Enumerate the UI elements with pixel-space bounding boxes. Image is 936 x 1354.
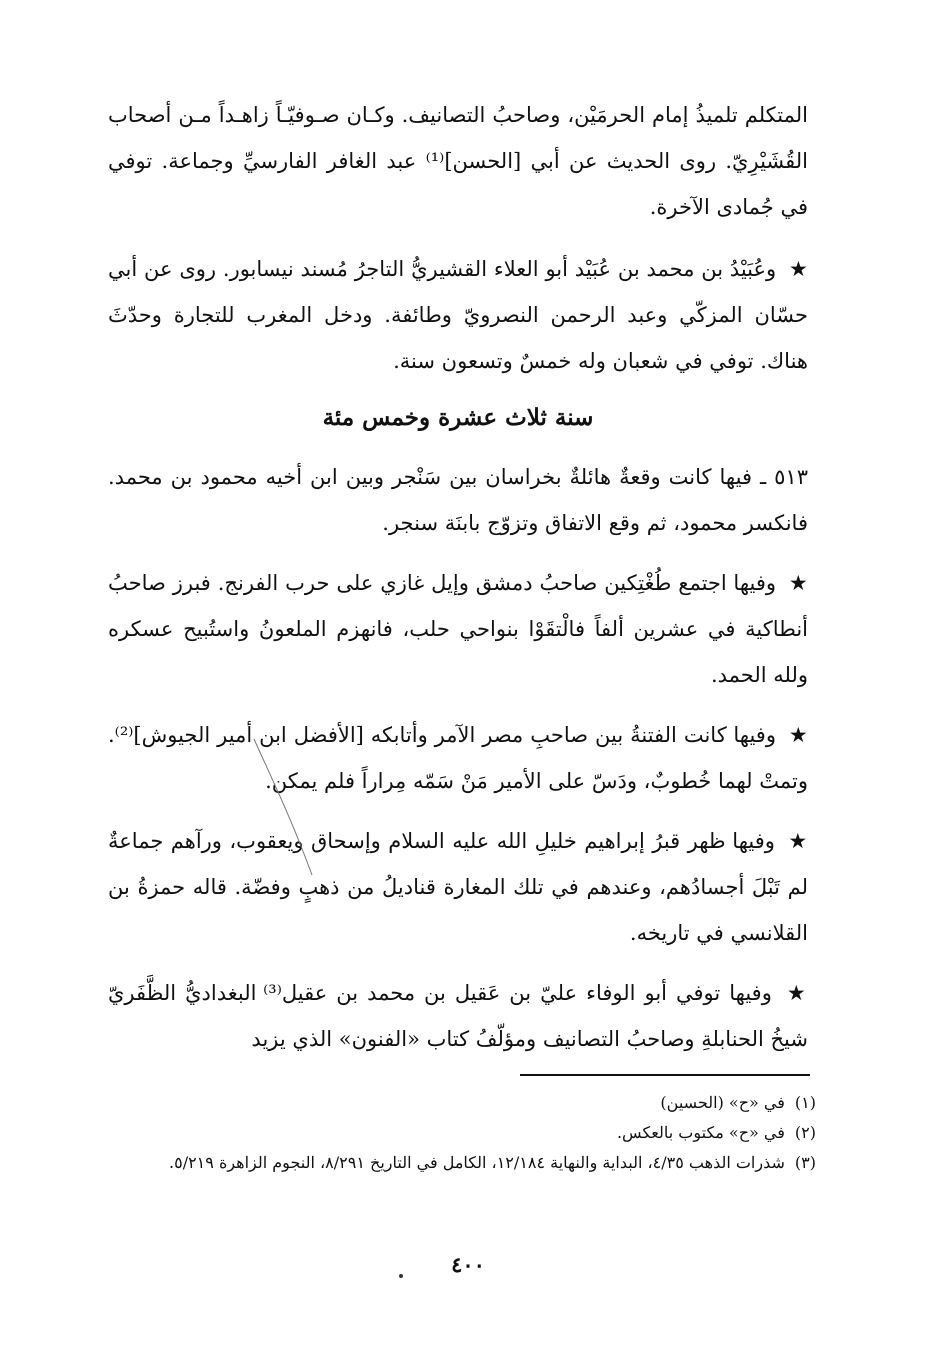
paragraph-tomb-ibrahim <box>108 818 808 956</box>
paragraph-obaid-biography <box>108 246 808 384</box>
footnote-item <box>108 1118 816 1148</box>
ink-speck <box>399 1274 403 1278</box>
footnote-item <box>108 1148 816 1178</box>
star-bullet-icon: ★ <box>788 723 808 747</box>
paragraph-fitna-egypt <box>108 712 808 804</box>
footnote-text: في «ح» (الحسين) <box>660 1093 785 1112</box>
paragraph-ibn-aqil <box>108 970 808 1062</box>
footnote-item <box>108 1088 816 1118</box>
star-bullet-icon: ★ <box>788 571 808 595</box>
star-bullet-icon: ★ <box>789 257 808 281</box>
section-heading: سنة ثلاث عشرة وخمس مئة <box>322 404 594 431</box>
paragraph-entry-513 <box>108 454 808 546</box>
paragraph-text: وفيها توفي أبو الوفاء عليّ بن عَقيل بن محمد بن عقيل⁽³⁾ البغداديُّ الظَّفَريّ شيخُ الحنابلةِ وصاحبُ التصانيف ومؤلّفُ كتاب «الفنون» الذي يزيد <box>108 981 808 1051</box>
paragraph-text: وفيها اجتمع طُغْتِكين صاحبُ دمشق وإيل غازي على حرب الفرنج. فبرز صاحبُ أنطاكية في عشرين ألفاً فالْتقَوْا بنواحي حلب، فانهزم الملعونُ واستُبيح عسكره ولله الحمد. <box>108 571 808 687</box>
main-text-block <box>108 92 808 1076</box>
paragraph-text: وعُبَيْدُ بن محمد بن عُبَيْد أبو العلاء القشيريُّ التاجرُ مُسند نيسابور. روى عن أبي حسّان المزكّي وعبد الرحمن النصرويّ وطائفة. ودخل المغرب للتجارة وحدّثَ هناك. توفي في شعبان وله خمسٌ وتسعون سنة. <box>108 257 808 373</box>
footnote-number: (٣) <box>794 1153 816 1172</box>
footnote-number: (٢) <box>794 1123 816 1142</box>
star-bullet-icon: ★ <box>788 829 808 853</box>
footnote-text: في «ح» مكتوب بالعكس. <box>616 1123 785 1142</box>
paragraph-text: المتكلم تلميذُ إمام الحرمَيْن، وصاحبُ التصانيف. وكـان صـوفيّـاً زاهـداً مـن أصحاب القُشَيْرِيّ. روى الحديث عن أبي [الحسن]⁽¹⁾ عبد الغافر الفارسيِّ وجماعة. توفي في جُمادى الآخرة. <box>108 103 808 219</box>
footnote-text: شذرات الذهب ٤/٣٥، البداية والنهاية ١٢/١٨٤، الكامل في التاريخ ٨/٢٩١، النجوم الزاهرة ٥/٢١٩. <box>169 1153 785 1172</box>
page-number: ٤٠٠ <box>451 1252 485 1277</box>
paragraph-text: وفيها ظهر قبرُ إبراهيم خليلِ الله عليه السلام وإسحاق ويعقوب، ورآهم جماعةٌ لم تَبْلَ أجسادُهم، وعندهم في تلك المغارة قناديلُ من ذهبٍ وفضّة. قاله حمزةُ بن القلانسي في تاريخه. <box>108 829 808 945</box>
footnote-number: (١) <box>794 1093 816 1112</box>
footnote-divider <box>520 1074 810 1076</box>
star-bullet-icon: ★ <box>786 981 808 1005</box>
paragraph-text: ٥١٣ ـ فيها كانت وقعةٌ هائلةٌ بخراسان بين سَنْجر وبين ابن أخيه محمود بن محمد. فانكسر محمود، ثم وقع الاتفاق وتزوّج بابنَة سنجر. <box>108 465 808 535</box>
paragraph-toghtekin <box>108 560 808 698</box>
footnotes <box>108 1088 816 1178</box>
paragraph-continuation <box>108 92 808 230</box>
paragraph-text: وفيها كانت الفتنةُ بين صاحبِ مصر الآمر وأتابكه [الأفضل ابن أمير الجيوش]⁽²⁾. وتمتْ لهما خُطوبٌ، ودَسّ على الأمير مَنْ سَمّه مِراراً فلم يمكن. <box>108 723 808 793</box>
